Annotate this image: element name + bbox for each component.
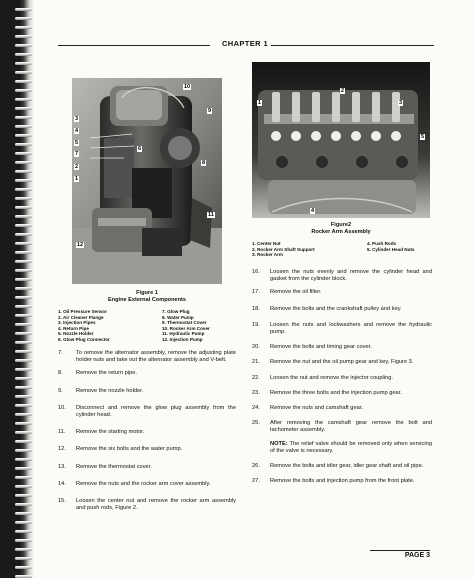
fig1-callout-6: 6: [138, 146, 142, 152]
fig1-callout-8: 8: [202, 160, 206, 166]
binding-coil: [15, 548, 32, 551]
step-text: Remove the bolts and the crankshaft pulley and key.: [270, 305, 402, 312]
fig1-callout-10: 10: [184, 84, 191, 90]
binding-coil: [15, 269, 32, 272]
step-number: 8.: [58, 370, 63, 377]
left-steps: [58, 350, 236, 512]
binding-coil: [15, 458, 32, 461]
binding-coil: [15, 566, 32, 569]
binding-coil: [15, 305, 32, 308]
binding-coil: [15, 161, 32, 164]
binding-coil: [15, 368, 32, 371]
binding-coil: [15, 107, 32, 110]
binding-coil: [15, 170, 32, 173]
step-number: 25.: [252, 420, 260, 427]
step-number: 9.: [58, 387, 63, 394]
binding-coil: [15, 35, 32, 38]
step-number: 18.: [252, 305, 260, 312]
step-item: [58, 464, 236, 471]
chapter-title-text: CHAPTER 1: [219, 39, 271, 48]
binding-coil: [15, 224, 32, 227]
step-item: [58, 388, 236, 395]
binding-coil: [15, 89, 32, 92]
step-item: [58, 429, 236, 436]
step-number: 10.: [58, 404, 66, 411]
step-item: [58, 498, 236, 512]
fig2-callout-2: 2: [341, 88, 345, 94]
note-spacer: [252, 441, 270, 455]
fig2-callout-5: 5: [421, 134, 425, 140]
fig1-legend-item: 5. Nozzle Holder: [58, 331, 94, 337]
binding-coil: [15, 359, 32, 362]
figure2-caption: [252, 222, 430, 236]
binding-coil: [15, 152, 32, 155]
binding-coil: [15, 125, 32, 128]
fig2-callout-1: 1: [258, 100, 262, 106]
fig1-legend-item: 10. Rocker Arm Cover: [162, 325, 210, 331]
binding-coil: [15, 296, 32, 299]
binding-coil: [15, 260, 32, 263]
binding-coil: [15, 188, 32, 191]
step-item: [252, 359, 432, 366]
binding-coil: [15, 377, 32, 380]
binding-coil: [15, 143, 32, 146]
step-text: Disconnect and remove the glow plug assembly from the cylinder head.: [76, 404, 236, 419]
fig1-callout-4: 4: [75, 128, 79, 134]
note-item: [252, 441, 432, 455]
binding-coil: [15, 71, 32, 74]
engine-photo: [72, 78, 222, 284]
step-number: 13.: [58, 463, 66, 470]
figure1-caption: [72, 290, 222, 304]
fig1-callout-7: 7: [75, 151, 79, 157]
page-number: PAGE 3: [404, 552, 430, 559]
binding-coil: [15, 512, 32, 515]
step-item: [58, 446, 236, 453]
binding-coil: [15, 431, 32, 434]
fig1-legend-item: 8. Water Pump: [162, 314, 194, 320]
fig1-callout-11: 11: [208, 212, 214, 218]
binding-coil: [15, 404, 32, 407]
fig2-callout-3: 3: [399, 100, 403, 106]
binding-coil: [15, 80, 32, 83]
engine-photo-illustration: [72, 78, 222, 284]
step-text: Remove the bolts and injection pump from the front plate.: [270, 478, 415, 485]
binding-coil: [15, 62, 32, 65]
fig1-callout-2: 2: [75, 164, 79, 170]
step-item: [252, 463, 432, 470]
step-item: [252, 420, 432, 434]
step-item: [252, 344, 432, 351]
binding-coil: [15, 350, 32, 353]
note-label: NOTE:: [270, 440, 288, 447]
step-item: [252, 405, 432, 412]
binding-coil: [15, 557, 32, 560]
binding-coil: [15, 314, 32, 317]
binding-coil: [15, 278, 32, 281]
binding-coil: [15, 521, 32, 524]
step-text: Remove the oil filter.: [270, 289, 322, 296]
binding-coil: [15, 539, 32, 542]
step-number: 12.: [58, 446, 66, 453]
fig1-legend-item: 11. Hydraulic Pump: [162, 331, 205, 337]
fig1-legend-item: 6. Glow Plug Connector: [58, 336, 110, 342]
step-text: Remove the bolts and idler gear, idler gear shaft and oil pipe.: [270, 463, 424, 470]
binding-coil: [15, 287, 32, 290]
step-text: Loosen the nut and remove the injector coupling.: [270, 374, 393, 381]
binding-coil: [15, 98, 32, 101]
step-item: [58, 481, 236, 488]
rocker-arm-photo-illustration: [252, 62, 430, 218]
binding-coil: [15, 413, 32, 416]
step-item: [252, 269, 432, 283]
figure1-caption-subtitle: Engine External Components: [107, 297, 186, 303]
step-text: Remove the thermostat cover.: [76, 463, 152, 470]
step-text: Remove the six bolts and the water pump.: [76, 446, 183, 453]
fig2-legend-item: 1. Center Nut: [252, 241, 281, 246]
fig1-callout-12: 12: [77, 242, 84, 248]
rocker-arm-photo: [252, 62, 430, 218]
note-body: The relief valve should be removed only when servicing of the valve is necessary.: [270, 440, 432, 454]
binding-coil: [15, 233, 32, 236]
fig1-callout-1: 1: [75, 176, 79, 182]
step-text: Loosen the nuts and lockwashers and remove the hydraulic pump.: [270, 321, 432, 336]
note-text: [270, 441, 432, 455]
binding-coil: [15, 386, 32, 389]
binding-coil: [15, 134, 32, 137]
binding-coil: [15, 242, 32, 245]
step-number: 21.: [252, 359, 260, 366]
step-text: Remove the nuts and camshaft gear.: [270, 405, 363, 412]
binding-coil: [15, 530, 32, 533]
binding-coil: [15, 395, 32, 398]
footer-rule: [370, 550, 430, 551]
step-item: [58, 405, 236, 419]
step-item: [252, 390, 432, 397]
fig2-callout-4: 4: [311, 208, 315, 214]
fig2-legend-item: 2. Rocker Arm Shaft Support: [252, 246, 315, 252]
figure2-caption-title: Figure2: [330, 222, 352, 228]
binding-coil: [15, 341, 32, 344]
binding-coil: [15, 215, 32, 218]
step-number: 14.: [58, 480, 66, 487]
binding-coil: [15, 179, 32, 182]
step-number: 26.: [252, 463, 260, 470]
binding-coil: [15, 440, 32, 443]
step-number: 15.: [58, 498, 66, 505]
binding-coil: [15, 17, 32, 20]
fig2-legend-item: 4. Push Rods: [367, 241, 397, 246]
spiral-binding: [0, 0, 36, 578]
step-text: Remove the three bolts and the injection pump gear.: [270, 389, 402, 396]
chapter-title: [0, 39, 474, 48]
binding-coil: [15, 8, 32, 11]
step-number: 11.: [58, 429, 66, 436]
step-text: Remove the nuts and the rocker arm cover assembly.: [76, 480, 211, 487]
step-item: [252, 478, 432, 485]
step-text: Remove the return pipe.: [76, 370, 138, 377]
step-number: 7.: [58, 350, 63, 356]
step-item: [252, 289, 432, 296]
fig2-legend-item: 3. Rocker Arm: [252, 252, 283, 258]
step-number: 20.: [252, 344, 260, 351]
step-number: 16.: [252, 269, 260, 275]
figure1-legend: [58, 309, 248, 343]
binding-coil: [15, 476, 32, 479]
fig1-legend-item: 3. Injection Pipes: [58, 320, 96, 326]
step-number: 19.: [252, 321, 260, 328]
binding-coil: [15, 467, 32, 470]
step-text: To remove the alternator assembly, remove the adjusting plate holder nuts and take out the alternator assembly and V-belt.: [76, 350, 236, 364]
step-number: 23.: [252, 389, 260, 396]
step-number: 24.: [252, 405, 260, 412]
fig1-legend-item: 7. Glow Plug: [162, 309, 190, 314]
fig1-callout-5: 5: [75, 140, 79, 146]
step-number: 17.: [252, 289, 260, 296]
binding-coil: [15, 449, 32, 452]
fig2-legend-item: 5. Cylinder Head Nuts: [367, 246, 415, 252]
step-number: 27.: [252, 478, 260, 485]
step-text: Remove the bolts and timing gear cover.: [270, 344, 372, 351]
step-item: [252, 375, 432, 382]
step-text: Loosen the center nut and remove the rocker arm assembly and push rods, Figure 2.: [76, 498, 236, 512]
binding-coil: [15, 494, 32, 497]
fig1-callout-3: 3: [75, 116, 79, 122]
fig1-callout-9: 9: [208, 108, 212, 114]
step-item: [252, 306, 432, 313]
step-text: Remove the nozzle holder.: [76, 387, 144, 394]
fig1-legend-item: 2. Air Cleaner Flange: [58, 314, 104, 320]
binding-coil: [15, 53, 32, 56]
binding-coil: [15, 422, 32, 425]
binding-coil: [15, 251, 32, 254]
fig1-legend-item: 9. Thermostat Cover: [162, 320, 207, 326]
binding-coil: [15, 206, 32, 209]
step-text: Loosen the nuts evenly and remove the cylinder head and gasket from the cylinder block.: [270, 269, 432, 283]
figure2-legend: [252, 241, 442, 258]
fig1-legend-item: 1. Oil Pressure Sensor: [58, 309, 108, 314]
figure2-caption-subtitle: Rocker Arm Assembly: [311, 229, 371, 235]
fig1-legend-item: 12. Injection Pump: [162, 336, 203, 342]
binding-coil: [15, 116, 32, 119]
step-number: 22.: [252, 374, 260, 381]
step-text: Remove the starting motor.: [76, 429, 145, 436]
binding-coil: [15, 332, 32, 335]
step-item: [58, 350, 236, 364]
binding-coil: [15, 323, 32, 326]
step-item: [58, 370, 236, 377]
binding-coil: [15, 485, 32, 488]
right-steps: [252, 269, 432, 485]
fig1-legend-item: 4. Return Pipe: [58, 325, 89, 331]
binding-coil: [15, 503, 32, 506]
step-text: After removing the camshaft gear remove the bolt and tachometer assembly.: [270, 420, 432, 434]
binding-coil: [15, 26, 32, 29]
step-text: Remove the nut and the oil pump gear and key, Figure 3.: [270, 359, 414, 366]
binding-coil: [15, 197, 32, 200]
step-item: [252, 322, 432, 336]
figure1-caption-title: Figure 1: [136, 290, 158, 296]
